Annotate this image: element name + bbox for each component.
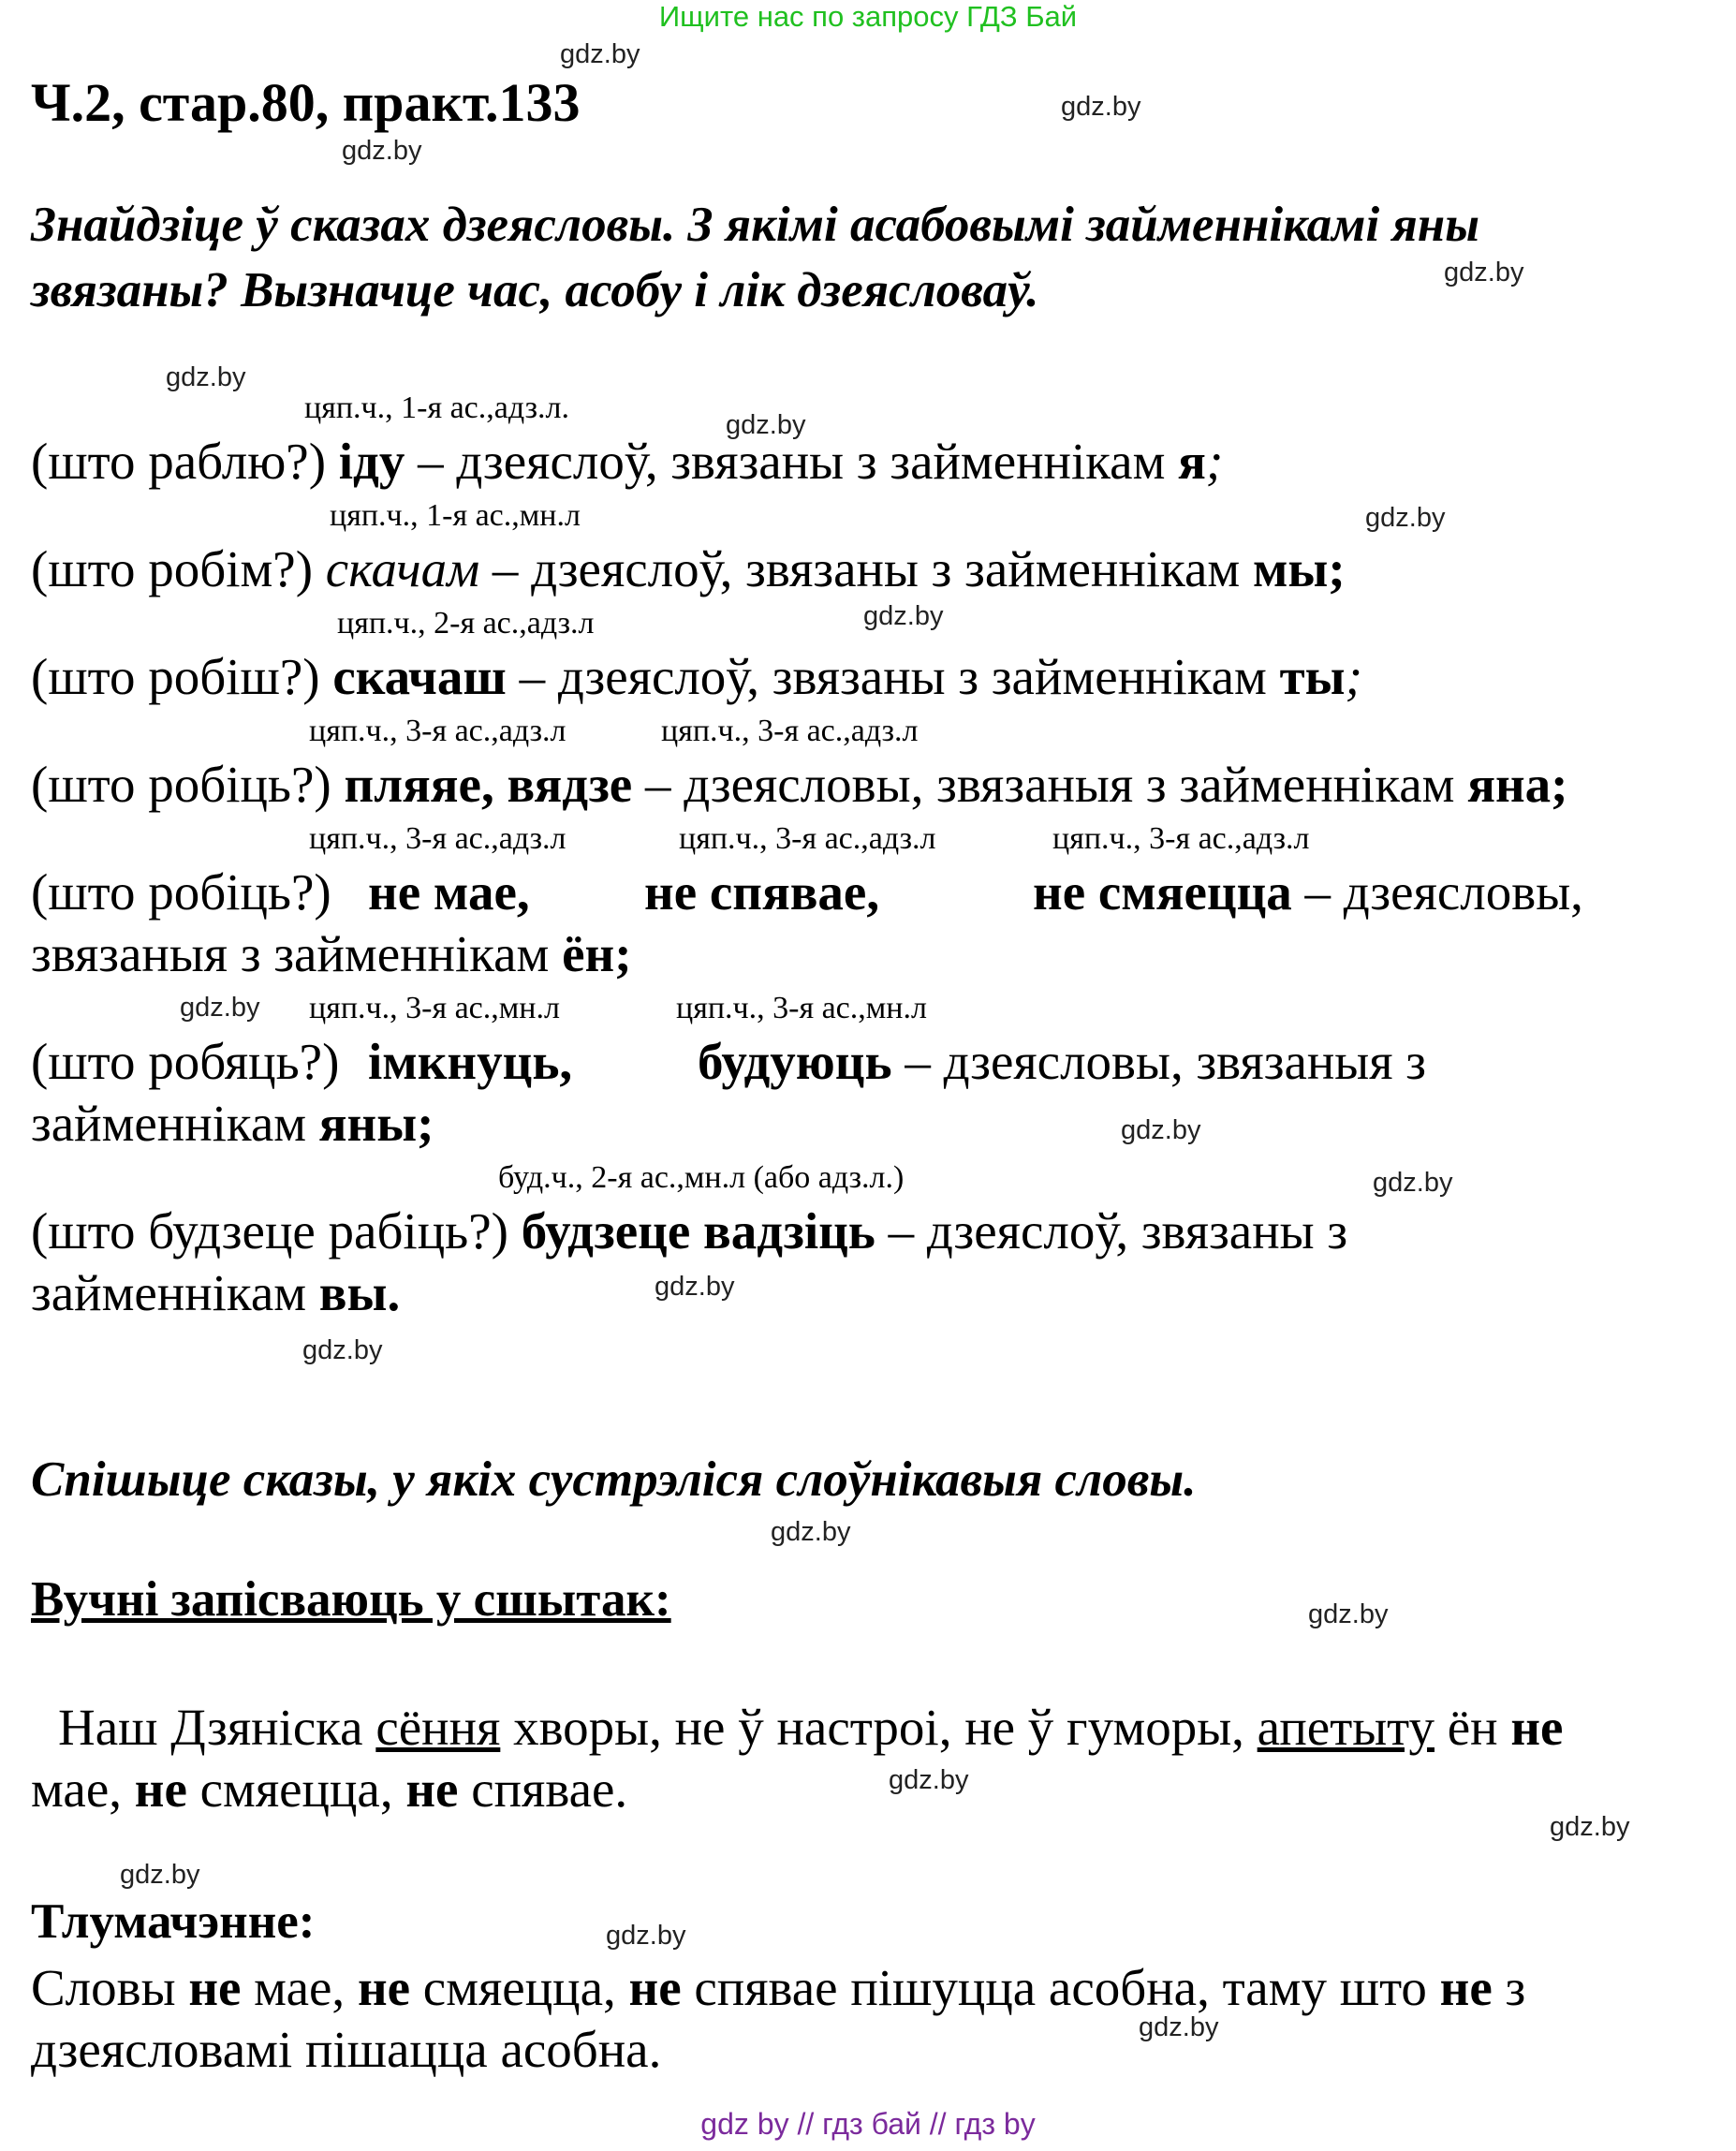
answer-line: [1033, 862, 1583, 923]
verb: будуюць: [698, 1033, 892, 1090]
grammar-annotation: цяп.ч., 3-я ас.,адз.л: [661, 714, 919, 748]
watermark: gdz.by: [1365, 503, 1446, 533]
watermark: gdz.by: [560, 39, 640, 69]
verb: будзеце вадзіць: [521, 1202, 875, 1260]
task-instruction-line: звязаны? Вызначце час, асобу і лік дзеясловаў.: [31, 263, 1039, 317]
answer-text: звязаныя з займеннікам: [31, 925, 563, 982]
sentence-text: Наш Дзяніска: [58, 1699, 376, 1756]
grammar-annotation: цяп.ч., 3-я ас.,адз.л: [679, 821, 936, 856]
grammar-annotation: цяп.ч., 3-я ас.,мн.л: [676, 991, 927, 1025]
watermark: gdz.by: [120, 1860, 200, 1890]
explanation-text: з: [1492, 1959, 1526, 2016]
watermark: gdz.by: [889, 1765, 969, 1795]
answer-line: [31, 538, 1346, 600]
watermark: gdz.by: [1139, 2012, 1219, 2042]
pronoun: яна;: [1467, 756, 1568, 813]
verb-text: не мае,: [368, 863, 530, 921]
explanation-heading: Тлумачэнне:: [31, 1894, 316, 1949]
verb: [368, 1031, 572, 1093]
notebook-heading: Вучні запісваюць у сшытак:: [31, 1572, 671, 1627]
watermark: gdz.by: [726, 410, 806, 440]
verb-text: не спявае,: [644, 863, 880, 921]
pronoun: ён;: [562, 925, 632, 982]
question: (што раблю?): [31, 433, 339, 490]
explanation-text: спявае пішуцца асобна, таму што: [681, 1959, 1440, 2016]
answer-text: займеннікам: [31, 1095, 319, 1152]
grammar-annotation: цяп.ч., 1-я ас.,адз.л.: [304, 390, 569, 425]
watermark: gdz.by: [1308, 1599, 1389, 1629]
verb: пляяе, вядзе: [344, 756, 633, 813]
answer-line: [31, 923, 632, 985]
watermark: gdz.by: [771, 1517, 851, 1547]
particle-ne: не: [1510, 1699, 1564, 1756]
particle-ne: не: [628, 1959, 682, 2016]
sentence-text: спявае.: [458, 1761, 628, 1818]
watermark: gdz.by: [1061, 92, 1141, 122]
particle-ne: не: [357, 1959, 411, 2016]
task-instruction: Спішыце сказы, у якіх сустрэліся слоўнікавыя словы.: [31, 1452, 1197, 1507]
answer-text: – дзеясловы, звязаныя з займеннікам: [632, 756, 1468, 813]
sentence-text: смяецца,: [186, 1761, 406, 1818]
watermark: gdz.by: [1550, 1812, 1630, 1842]
pronoun: мы;: [1252, 540, 1346, 597]
sentence-line: [58, 1697, 1563, 1759]
page-title: Ч.2, стар.80, практ.133: [31, 72, 581, 133]
answer-line: [31, 1093, 434, 1155]
watermark: gdz.by: [1444, 258, 1524, 287]
question: (што робіць?): [31, 756, 345, 813]
watermark: gdz.by: [1121, 1115, 1201, 1145]
top-banner[interactable]: Ищите нас по запросу ГДЗ Бай: [658, 0, 1078, 33]
watermark: gdz.by: [166, 362, 246, 392]
answer-line: [31, 646, 1362, 708]
grammar-annotation: цяп.ч., 3-я ас.,адз.л: [1052, 821, 1310, 856]
particle-ne: не: [1439, 1959, 1493, 2016]
explanation-line: [31, 1957, 1525, 2019]
watermark: gdz.by: [1373, 1168, 1453, 1198]
question: (што робяць?): [31, 1033, 340, 1090]
watermark: gdz.by: [655, 1272, 735, 1302]
answer-line: [698, 1031, 1426, 1093]
question: (што робіш?): [31, 648, 333, 705]
grammar-annotation: буд.ч., 2-я ас.,мн.л (або адз.л.): [498, 1160, 905, 1195]
answer-text: – дзеяслоў, звязаны з займеннікам: [479, 540, 1253, 597]
watermark: gdz.by: [180, 993, 260, 1023]
punctuation: ;: [1205, 433, 1224, 490]
verb-text: імкнуць,: [368, 1033, 573, 1090]
answer-text: – дзеясловы,: [1291, 863, 1583, 921]
verb: [644, 862, 879, 923]
answer-text: займеннікам: [31, 1264, 319, 1321]
pronoun: ты: [1279, 648, 1346, 705]
particle-ne: не: [405, 1761, 459, 1818]
task-instruction-line: Знайдзіце ў сказах дзеясловы. З якімі асабовымі займеннікамі яны: [31, 198, 1479, 252]
particle-ne: не: [188, 1959, 242, 2016]
dictionary-word: сёння: [375, 1699, 501, 1756]
answer-line: [31, 1262, 400, 1324]
watermark: gdz.by: [342, 136, 422, 166]
answer-line: [31, 1201, 1347, 1262]
sentence-text: мае,: [31, 1761, 135, 1818]
watermark: gdz.by: [302, 1335, 383, 1365]
sentence-text: ён: [1434, 1699, 1511, 1756]
explanation-line: дзеясловамі пішацца асобна.: [31, 2021, 662, 2078]
verb: іду: [338, 433, 405, 490]
answer-text: – дзеясловы, звязаныя з: [891, 1033, 1427, 1090]
question: (што робім?): [31, 540, 326, 597]
footer-links[interactable]: gdz by // гдз бай // гдз by: [700, 2107, 1036, 2141]
pronoun: вы.: [318, 1264, 401, 1321]
answer-text: – дзеяслоў, звязаны з займеннікам: [506, 648, 1280, 705]
grammar-annotation: цяп.ч., 3-я ас.,адз.л: [309, 714, 566, 748]
answer-text: – дзеяслоў, звязаны з: [875, 1202, 1348, 1260]
answer-line: [31, 431, 1223, 493]
question: (што будзеце рабіць?): [31, 1202, 522, 1260]
answer-text: – дзеяслоў, звязаны з займеннікам: [405, 433, 1179, 490]
verb: [368, 862, 530, 923]
pronoun: яны;: [318, 1095, 434, 1152]
verb: скачам: [325, 540, 480, 597]
explanation-text: смяецца,: [410, 1959, 629, 2016]
sentence-text: хворы, не ў настроі, не ў гуморы,: [500, 1699, 1258, 1756]
explanation-text: Словы: [31, 1959, 189, 2016]
grammar-annotation: цяп.ч., 3-я ас.,адз.л: [309, 821, 566, 856]
dictionary-word: апетыту: [1257, 1699, 1434, 1756]
watermark: gdz.by: [606, 1921, 686, 1951]
question: (што робіць?): [31, 863, 331, 921]
grammar-annotation: цяп.ч., 3-я ас.,мн.л: [309, 991, 560, 1025]
verb: скачаш: [332, 648, 507, 705]
grammar-annotation: цяп.ч., 1-я ас.,мн.л: [330, 498, 581, 533]
answer-line: [31, 754, 1567, 816]
verb: не смяецца: [1033, 863, 1292, 921]
explanation-text: мае,: [241, 1959, 358, 2016]
grammar-annotation: цяп.ч., 2-я ас.,адз.л: [337, 606, 595, 641]
pronoun: я: [1178, 433, 1206, 490]
particle-ne: не: [134, 1761, 187, 1818]
sentence-line: [31, 1759, 627, 1820]
punctuation: ;: [1345, 648, 1362, 705]
watermark: gdz.by: [863, 601, 944, 631]
